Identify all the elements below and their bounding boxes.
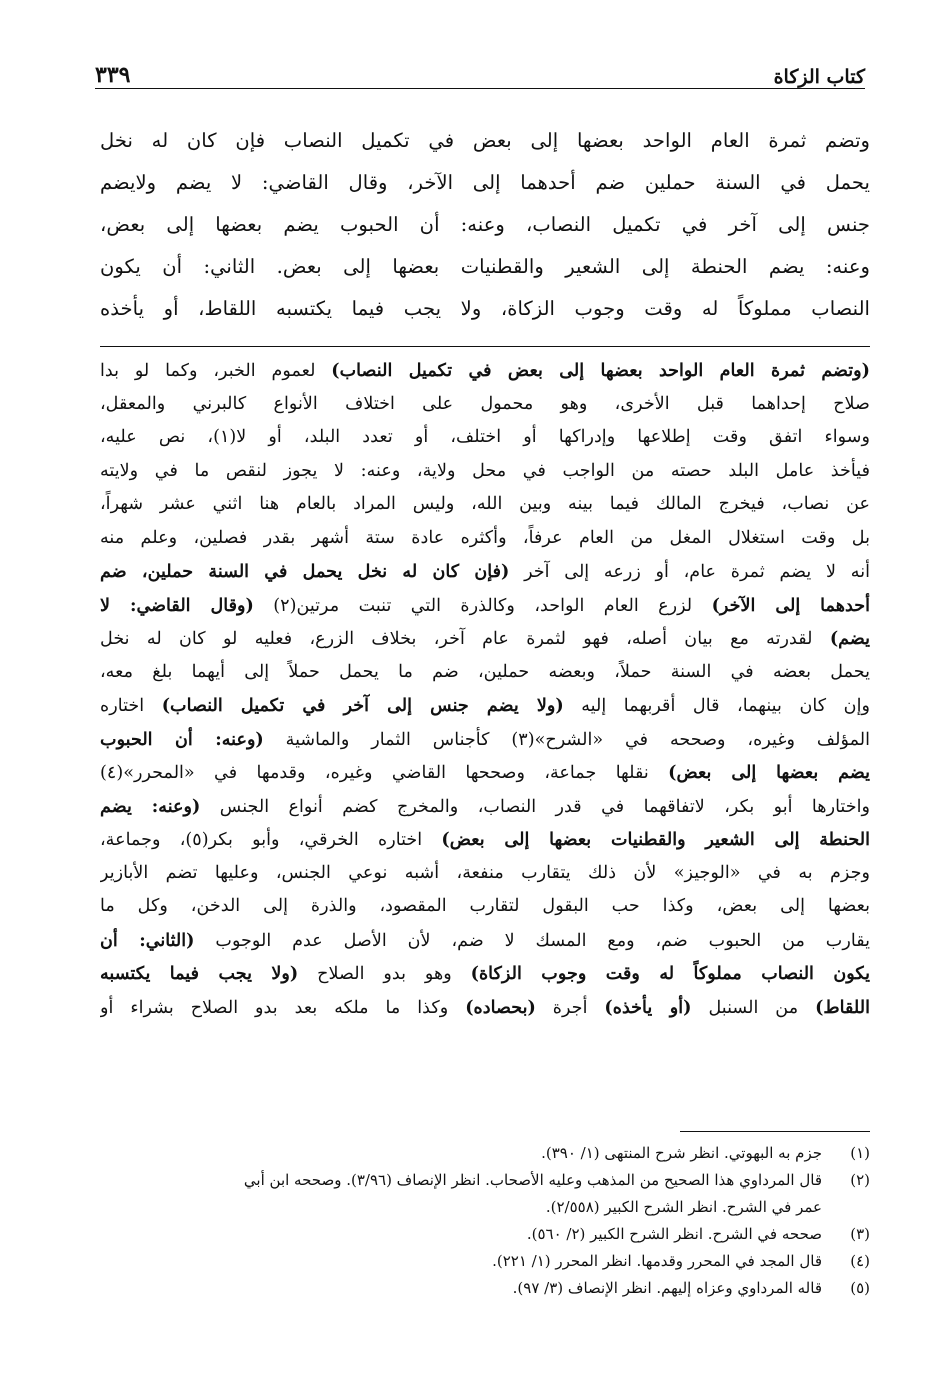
page-number: ٣٣٩ (95, 62, 138, 88)
commentary-segment: صلاح إحداهما قبل الأخرى، وهو محمول على اختلاف الأنواع كالبرني والمعقل، (100, 393, 870, 414)
quoted-matn-segment: (ولا يجب فيما يكتسبه (100, 963, 299, 984)
quoted-matn-segment: (ولا يضم جنس إلى آخر في تكميل النصاب) (161, 695, 564, 716)
footnote-text (100, 1275, 822, 1302)
footnote-text (100, 1140, 822, 1167)
main-text-line: وتضم ثمرة العام الواحد بعضها إلى بعض في تكميل النصاب فإن كان له نخل (100, 129, 870, 152)
commentary-segment: لزرع العام الواحد، وكالذرة التي تنبت مرتين(٢) (253, 595, 712, 616)
commentary-line (100, 421, 870, 455)
footnote-line: قاله المرداوي وعزاه إليهم. انظر الإنصاف (٣/ ٩٧). (512, 1279, 822, 1297)
commentary-segment: أنه لا يضم ثمرة عام، أو زرعه إلى آخر (509, 562, 870, 582)
main-text-line: النصاب مملوكاً له وقت وجوب الزكاة، ولا يجب فيما يكتسبه اللقاط، أو يأخذه (100, 297, 870, 320)
footnote-line: قال المجد في المحرر وقدمها. انظر المحرر (١/ ٢٢١). (492, 1252, 822, 1270)
main-text-line: جنس إلى آخر في تكميل النصاب، وعنه: أن الحبوب يضم بعضها إلى بعض، (100, 213, 870, 236)
commentary-line (100, 890, 870, 924)
quoted-matn-segment: (فإن كان له نخل يحمل في السنة حملين، ضم (100, 561, 510, 582)
commentary-line (100, 656, 870, 690)
commentary-segment: أجرة (535, 997, 605, 1018)
commentary-line (100, 488, 870, 522)
header-rule (95, 88, 865, 89)
commentary-segment: عن نصاب، فيخرج المالك فيما بينه وبين الله، وليس المراد بالعام هنا اثني عشر شهراً، (100, 494, 870, 514)
commentary-segment: واختارها أبو بكر، لاتفاقهما في قدر النصاب، والمخرج كضم أنواع الجنس (200, 796, 870, 817)
footnotes (100, 1140, 870, 1302)
commentary-text (100, 354, 870, 1024)
footnote-text (100, 1221, 822, 1248)
footnote-number: (٢) (850, 1171, 870, 1189)
footnote-number: (٥) (850, 1279, 870, 1297)
footnote-text (100, 1248, 822, 1275)
footnote-number: (١) (850, 1144, 870, 1162)
commentary-line (100, 823, 870, 857)
commentary-segment: وهو بدو الصلاح (298, 964, 471, 984)
footnote-number: (٣) (850, 1225, 870, 1243)
commentary-line (100, 924, 870, 958)
commentary-segment: بل وقت استغلال المغل من العام عرفاً، وأكثره عادة ستة أشهر بقدر فصلين، وعلم منه (100, 527, 870, 548)
quoted-matn-segment: (وقال القاضي: لا (100, 594, 254, 616)
commentary-line (100, 991, 870, 1025)
commentary-segment: وجزم به في «الوجيز» لأن ذلك يتقارب منفعة، أشبه نوعي الجنس، وعليها تضم الأبازير (100, 862, 870, 883)
commentary-line (100, 756, 870, 790)
commentary-line (100, 723, 870, 757)
quoted-matn-segment: (وعنه: أن الحبوب (100, 728, 264, 750)
commentary-segment: لعموم الخبر، وكما لو بدا (100, 361, 332, 381)
footnote-line: قال المرداوي هذا الصحيح من المذهب وعليه الأصحاب. انظر الإنصاف (٣/٩٦). وصححه ابن أبي (243, 1171, 822, 1189)
footnote-line: جزم به البهوتي. انظر شرح المنتهى (١/ ٣٩٠). (541, 1144, 822, 1162)
commentary-line (100, 354, 870, 388)
main-text (100, 120, 870, 330)
footnote (100, 1167, 870, 1221)
commentary-line (100, 857, 870, 891)
chapter-title: كتاب الزكاة (766, 66, 865, 88)
commentary-segment: فيأخذ عامل البلد حصته من الواجب في محل ولاية، وعنه: لا يجوز لنقص ما في ولايته (100, 460, 870, 481)
commentary-segment: نقلها جماعة، وصححها القاضي وغيره، وقدمها في «المحرر»(٤) (100, 763, 669, 783)
quoted-matn-segment: يضم بعضها إلى بعض) (668, 762, 870, 783)
quoted-matn-segment: (بحصاده) (465, 996, 536, 1018)
commentary-segment: وسواء اتفق وقت إطلاعها وإدراكها أو اختلف، أو تعدد البلد، أو لا(١)، نص عليه، (100, 427, 870, 447)
commentary-line (100, 589, 870, 623)
footnote-rule (680, 1131, 870, 1132)
section-divider (100, 346, 870, 347)
commentary-segment: وكذا ما ملكه بعد بدو الصلاح بشراء أو (100, 997, 466, 1018)
quoted-matn-segment: أحدهما إلى الآخر) (711, 594, 870, 616)
commentary-line (100, 790, 870, 824)
quoted-matn-segment: (أو يأخذه) (604, 996, 692, 1018)
commentary-line (100, 388, 870, 422)
commentary-segment: من السنبل (691, 997, 816, 1018)
quoted-matn-segment: الحنطة إلى الشعير والقطنيات بعضها إلى بعض) (441, 829, 870, 850)
main-text-line: يحمل في السنة حملين ضم أحدهما إلى الآخر، وقال القاضي: لا يضم ولايضم (100, 171, 870, 194)
footnote (100, 1248, 870, 1275)
quoted-matn-segment: يضم) (829, 628, 870, 649)
footnote-line: صححه في الشرح. انظر الشرح الكبير (٢/ ٥٦٠). (526, 1225, 822, 1243)
quoted-matn-segment: يكون النصاب مملوكاً له وقت وجوب الزكاة) (470, 963, 870, 984)
quoted-matn-segment: اللقاط) (815, 996, 870, 1018)
quoted-matn-segment: (وتضم ثمرة العام الواحد بعضها إلى بعض في تكميل النصاب) (331, 360, 870, 381)
footnote-line: عمر في الشرح. انظر الشرح الكبير (٢/٥٥٨). (545, 1198, 822, 1216)
commentary-segment: بعضها إلى بعض، وكذا حب البقول لتقارب المقصود، والذرة إلى الدخن، وكل ما (100, 896, 870, 916)
quoted-matn-segment: (الثاني: أن (100, 929, 195, 951)
commentary-line (100, 622, 870, 656)
quoted-matn-segment: (وعنه: يضم (100, 795, 201, 817)
commentary-segment: اختاره الخرقي، وأبو بكر(٥)، وجماعة، (100, 830, 442, 850)
footnote-number: (٤) (850, 1252, 870, 1270)
footnote (100, 1221, 870, 1248)
commentary-segment: اختاره (100, 696, 162, 716)
commentary-line (100, 689, 870, 723)
commentary-line (100, 455, 870, 489)
commentary-segment: يحمل بعضه في السنة حملاً، وبعضه حملين، ضم ما يحمل حملاً إلى أيهما بلغ معه، (100, 661, 870, 682)
footnote (100, 1140, 870, 1167)
footnote (100, 1275, 870, 1302)
commentary-segment: لقدرته مع بيان أصله، فهو لثمرة عام آخر، بخلاف الزرع، فعليه لو كان له نخل (100, 629, 830, 649)
commentary-line (100, 522, 870, 556)
commentary-segment: يقارب من الحبوب ضم، ومع المسك لا ضم، لأن الأصل عدم الوجوب (194, 930, 870, 951)
commentary-line (100, 957, 870, 991)
page-header (95, 58, 865, 98)
commentary-segment: المؤلف وغيره، وصححه في «الشرح»(٣) كأجناس الثمار والماشية (263, 729, 870, 750)
commentary-segment: وإن كان بينهما، قال أقربهما إليه (563, 696, 870, 716)
main-text-line: وعنه: يضم الحنطة إلى الشعير والقطنيات بعضها إلى بعض. الثاني: أن يكون (100, 255, 870, 278)
footnote-text (100, 1167, 822, 1221)
commentary-line (100, 555, 870, 589)
